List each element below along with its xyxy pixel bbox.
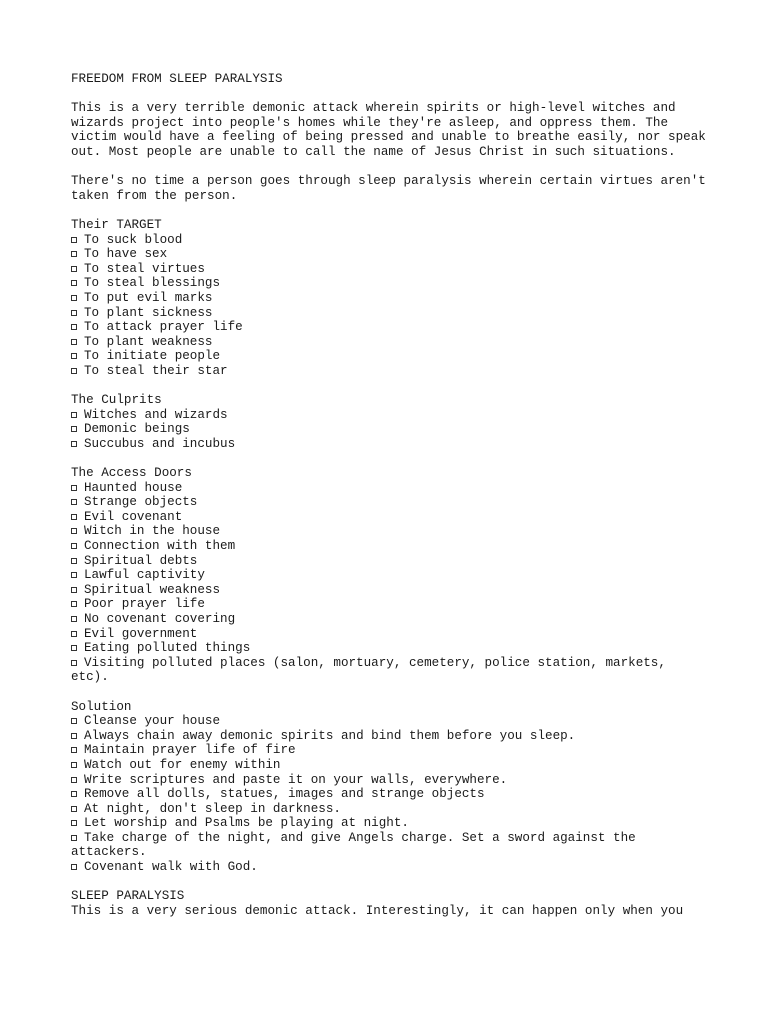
square-bullet-icon: [71, 237, 77, 243]
list-item-text: To attack prayer life: [84, 320, 243, 335]
list-item: [71, 364, 711, 379]
square-bullet-icon: [71, 310, 77, 316]
list-item: [71, 641, 711, 656]
list-item-text: To steal blessings: [84, 276, 221, 291]
list-item-text: Cleanse your house: [84, 714, 221, 729]
square-bullet-icon: [71, 791, 77, 797]
list-item-text: Evil government: [84, 626, 198, 641]
square-bullet-icon: [71, 295, 77, 301]
section: [71, 218, 711, 379]
bullet-list: [71, 481, 711, 685]
intro-paragraph: There's no time a person goes through sleep paralysis wherein certain virtues aren't taken from the person.: [71, 174, 706, 203]
square-bullet-icon: [71, 339, 77, 345]
section: [71, 700, 711, 875]
square-bullet-icon: [71, 441, 77, 447]
list-item: [71, 597, 711, 612]
list-item: [71, 612, 711, 627]
list-item-text: To plant sickness: [84, 305, 213, 320]
list-item-text: Succubus and incubus: [84, 436, 236, 451]
square-bullet-icon: [71, 820, 77, 826]
list-item-text: No covenant covering: [84, 611, 236, 626]
list-item-text: To steal virtues: [84, 261, 205, 276]
square-bullet-icon: [71, 601, 77, 607]
square-bullet-icon: [71, 587, 77, 593]
list-item-text: Spiritual weakness: [84, 582, 221, 597]
square-bullet-icon: [71, 528, 77, 534]
list-item-text: Maintain prayer life of fire: [84, 743, 296, 758]
list-item-text: Poor prayer life: [84, 597, 205, 612]
list-item: [71, 247, 711, 262]
list-item: [71, 335, 711, 350]
closing-heading: SLEEP PARALYSIS: [71, 889, 185, 904]
list-item-text: To plant weakness: [84, 334, 213, 349]
sections-container: [71, 218, 711, 875]
list-item: [71, 729, 711, 744]
list-item: [71, 714, 711, 729]
list-item: [71, 554, 711, 569]
section: [71, 466, 711, 685]
section-heading: The Access Doors: [71, 466, 192, 481]
bullet-list: [71, 714, 711, 875]
square-bullet-icon: [71, 747, 77, 753]
document-title: FREEDOM FROM SLEEP PARALYSIS: [71, 72, 283, 86]
square-bullet-icon: [71, 762, 77, 768]
list-item-text: Strange objects: [84, 495, 198, 510]
list-item-text: Connection with them: [84, 539, 236, 553]
list-item-text: To have sex: [84, 247, 168, 262]
list-item: [71, 437, 711, 452]
list-item-text: To put evil marks: [84, 290, 213, 305]
square-bullet-icon: [71, 733, 77, 739]
list-item-text: Eating polluted things: [84, 641, 251, 656]
list-item-text: To initiate people: [84, 349, 221, 364]
list-item: [71, 583, 711, 598]
square-bullet-icon: [71, 324, 77, 330]
list-item: [71, 816, 711, 831]
list-item: [71, 306, 711, 321]
square-bullet-icon: [71, 718, 77, 724]
square-bullet-icon: [71, 777, 77, 783]
list-item-text: Write scriptures and paste it on your walls, everywhere.: [84, 772, 508, 787]
square-bullet-icon: [71, 631, 77, 637]
list-item: [71, 831, 711, 860]
square-bullet-icon: [71, 412, 77, 418]
square-bullet-icon: [71, 368, 77, 374]
list-item: [71, 802, 711, 817]
bullet-list: [71, 408, 711, 452]
closing-section: [71, 889, 711, 918]
list-item: [71, 320, 711, 335]
square-bullet-icon: [71, 251, 77, 257]
bullet-list: [71, 233, 711, 379]
square-bullet-icon: [71, 485, 77, 491]
list-item: [71, 743, 711, 758]
list-item-text: Witch in the house: [84, 524, 221, 539]
closing-text: This is a very serious demonic attack. Interestingly, it can happen only when you: [71, 903, 684, 918]
list-item: [71, 276, 711, 291]
list-item: [71, 408, 711, 423]
list-item-text: Lawful captivity: [84, 568, 205, 583]
list-item: [71, 860, 711, 875]
list-item: [71, 262, 711, 277]
square-bullet-icon: [71, 806, 77, 812]
square-bullet-icon: [71, 514, 77, 520]
list-item-text: Let worship and Psalms be playing at night.: [84, 816, 409, 831]
list-item-text: To steal their star: [84, 363, 228, 378]
list-item: [71, 510, 711, 525]
square-bullet-icon: [71, 864, 77, 870]
square-bullet-icon: [71, 660, 77, 666]
square-bullet-icon: [71, 280, 77, 286]
square-bullet-icon: [71, 558, 77, 564]
intro-paragraph: This is a very terrible demonic attack wherein spirits or high-level witches and wizards project into people's homes while they're asleep, and oppress them. The victim would have a feeling of being pressed and unable to breathe easily, nor speak out. Most people are unable to call the name of Jesus Christ in such situations.: [71, 101, 706, 159]
list-item-text: At night, don't sleep in darkness.: [84, 801, 341, 816]
square-bullet-icon: [71, 572, 77, 578]
list-item: [71, 349, 711, 364]
square-bullet-icon: [71, 353, 77, 359]
list-item: [71, 758, 711, 773]
list-item-text: Spiritual debts: [84, 553, 198, 568]
list-item: [71, 422, 711, 437]
section-heading: Their TARGET: [71, 217, 162, 232]
square-bullet-icon: [71, 616, 77, 622]
list-item-text: Demonic beings: [84, 422, 190, 437]
square-bullet-icon: [71, 645, 77, 651]
list-item-text: Watch out for enemy within: [84, 757, 281, 772]
list-item-text: To suck blood: [84, 232, 183, 247]
document-page: [71, 72, 711, 918]
list-item: [71, 568, 711, 583]
list-item-text: Covenant walk with God.: [84, 860, 258, 875]
section: [71, 393, 711, 451]
list-item-text: Remove all dolls, statues, images and strange objects: [84, 787, 485, 802]
section-heading: The Culprits: [71, 393, 162, 408]
list-item-text: Haunted house: [84, 480, 183, 495]
square-bullet-icon: [71, 266, 77, 272]
list-item: [71, 233, 711, 248]
list-item: [71, 495, 711, 510]
square-bullet-icon: [71, 835, 77, 841]
list-item: [71, 524, 711, 539]
square-bullet-icon: [71, 426, 77, 432]
list-item: [71, 481, 711, 496]
list-item-text: Witches and wizards: [84, 407, 228, 422]
list-item-text: Visiting polluted places (salon, mortuary, cemetery, police station, markets, etc).: [71, 655, 666, 685]
list-item: [71, 787, 711, 802]
list-item: [71, 539, 711, 554]
list-item-text: Take charge of the night, and give Angels charge. Set a sword against the attackers.: [71, 830, 636, 860]
list-item: [71, 773, 711, 788]
square-bullet-icon: [71, 543, 77, 549]
list-item: [71, 627, 711, 642]
square-bullet-icon: [71, 499, 77, 505]
list-item-text: Always chain away demonic spirits and bind them before you sleep.: [84, 728, 576, 743]
list-item: [71, 656, 711, 685]
section-heading: Solution: [71, 699, 132, 714]
list-item-text: Evil covenant: [84, 509, 183, 524]
list-item: [71, 291, 711, 306]
